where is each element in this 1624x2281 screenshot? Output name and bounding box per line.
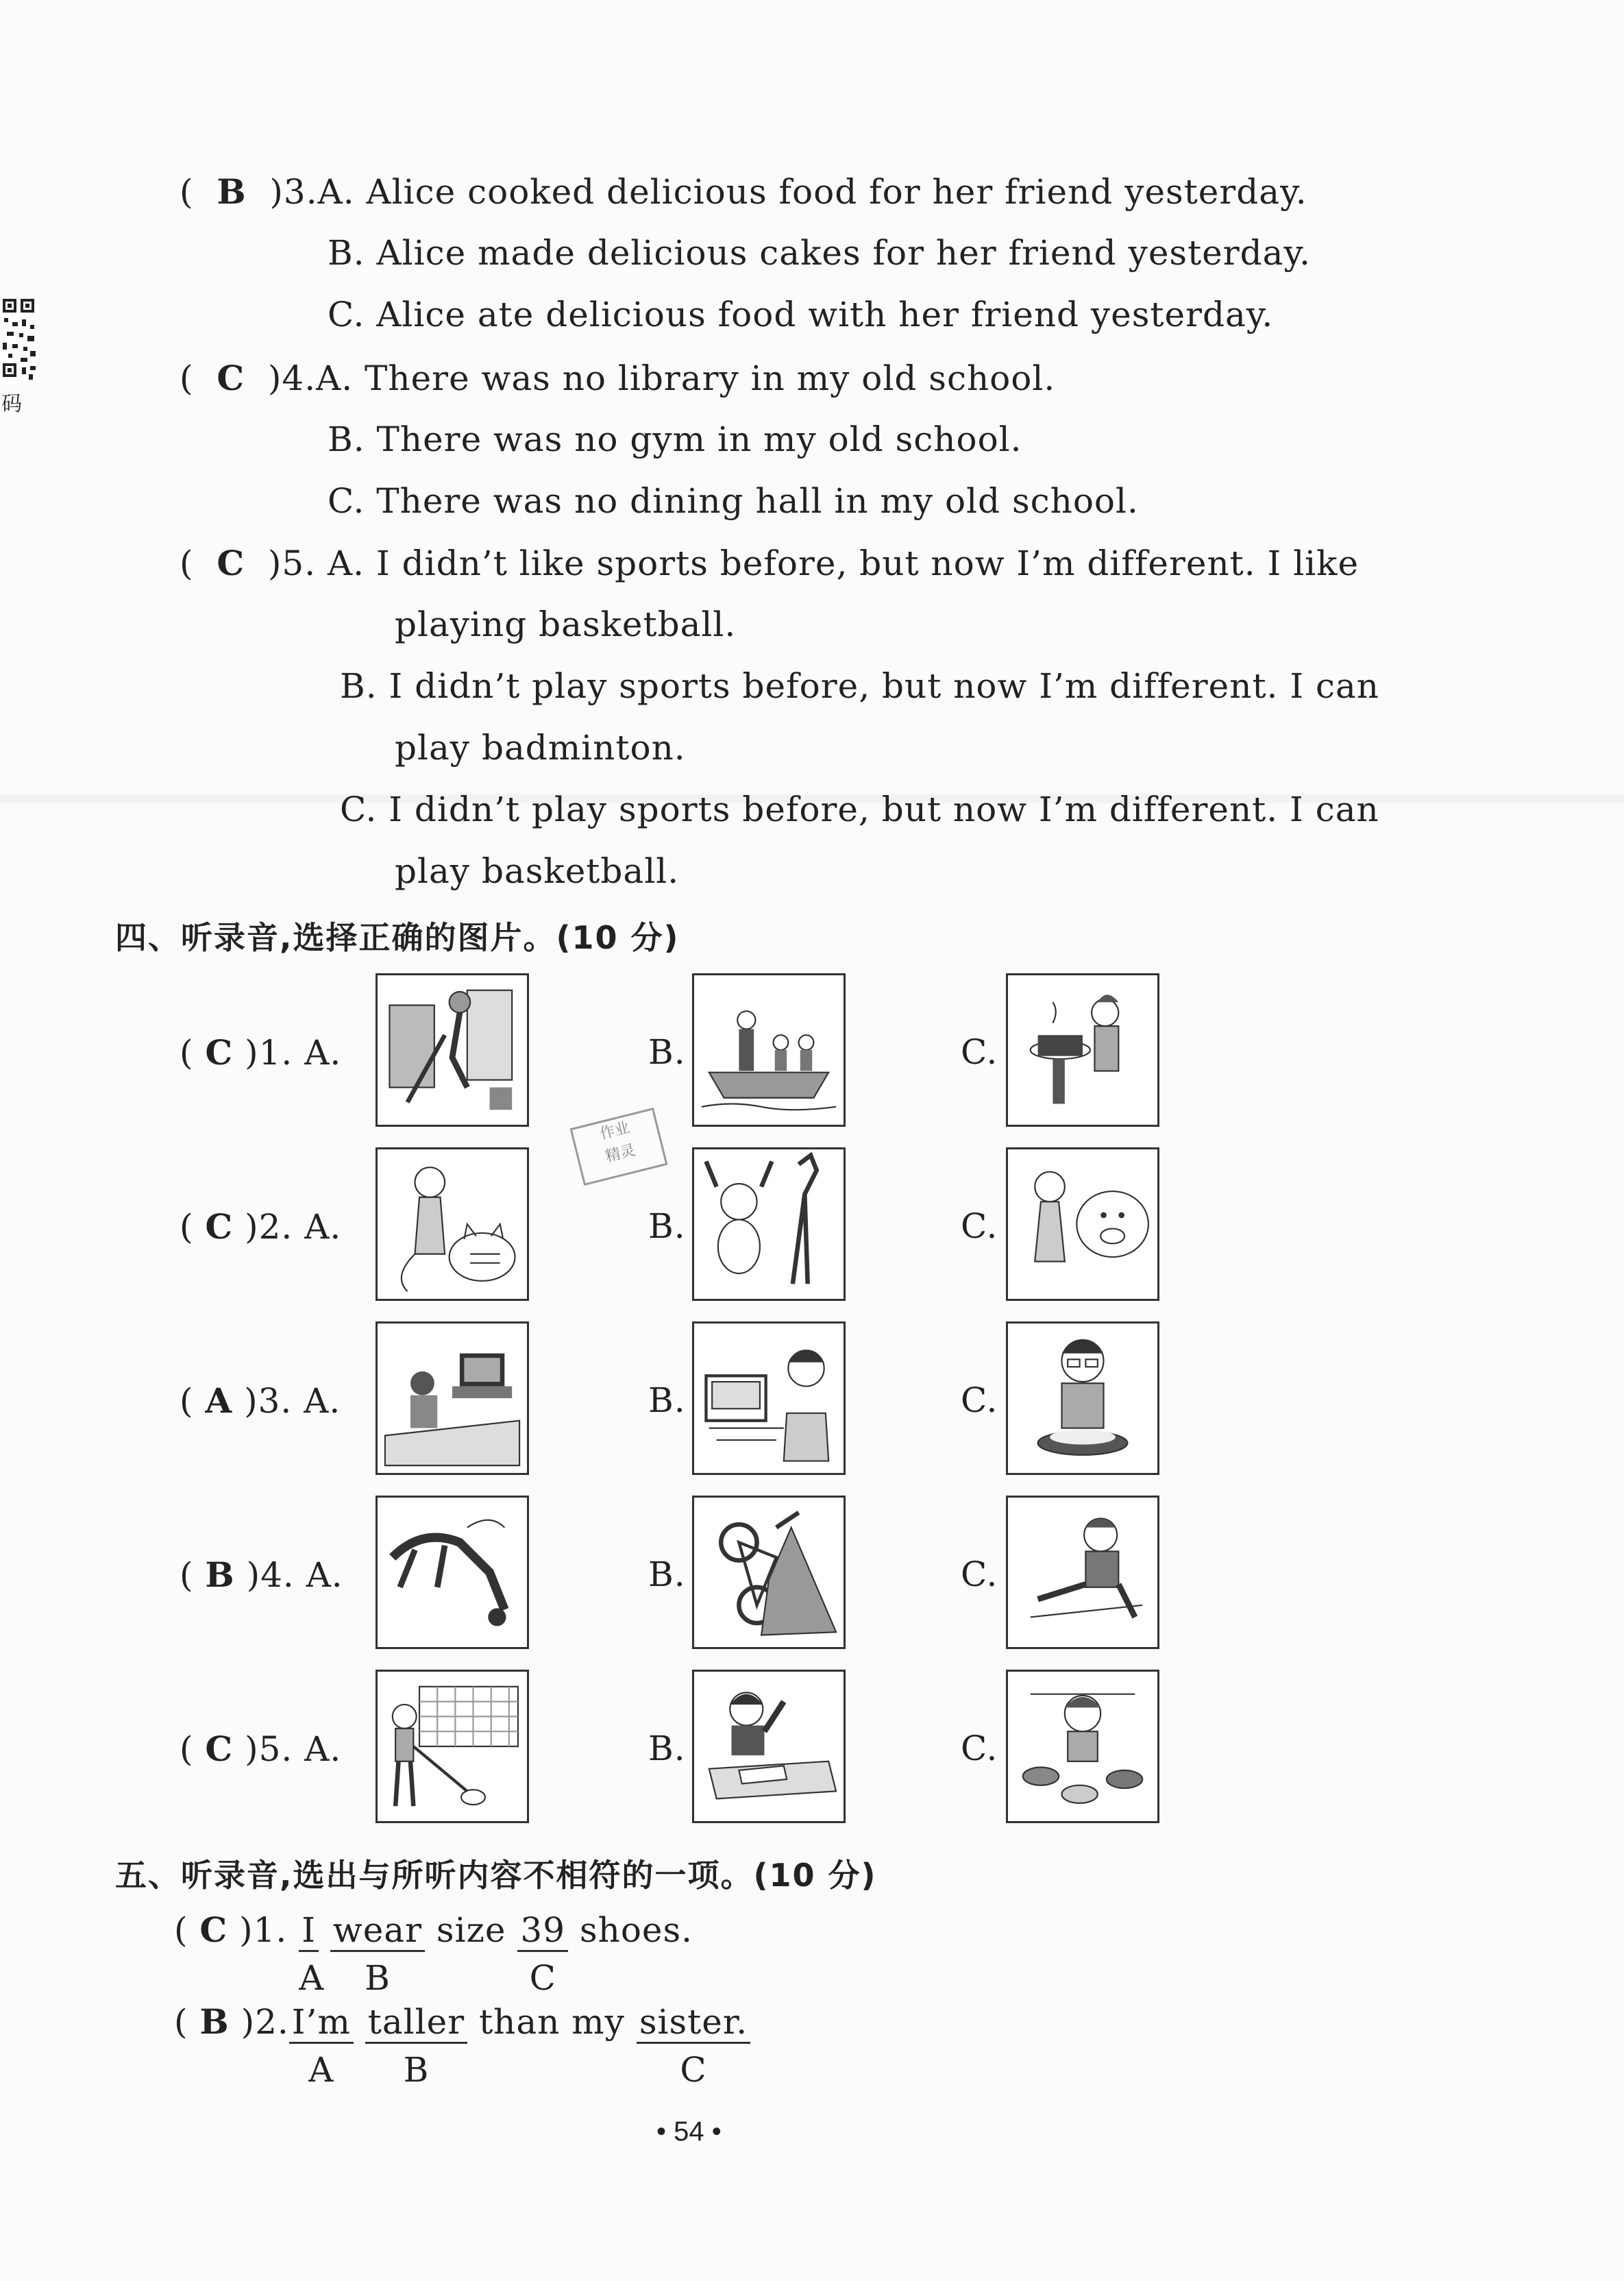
question-4-option-b: B. There was no gym in my old school. [328, 419, 1022, 459]
pic-5a-badminton [376, 1670, 529, 1823]
question-5-line-a: ( C )5. A. I didn’t like sports before, but now I’m different. I like [180, 543, 1360, 583]
pic-q5-label-c: C. [961, 1729, 998, 1768]
pic-1c-cooking [1006, 973, 1159, 1127]
pic-5b-reading [692, 1670, 846, 1823]
s5-answer-2: B [199, 2001, 230, 2042]
s5-question-1: ( C )1. I A wear B size 39 C shoes. [174, 1910, 693, 1998]
question-5-option-b: B. I didn’t play sports before, but now I’m different. I can [340, 666, 1379, 706]
question-3-line-a: ( B )3.A. Alice cooked delicious food for her friend yesterday. [180, 171, 1307, 212]
homework-elf-stamp: 作业 精灵 [569, 1108, 667, 1186]
pic-3b-computer [692, 1321, 846, 1475]
question-3-option-b: B. Alice made delicious cakes for her friend yesterday. [328, 233, 1311, 273]
s5-answer-1: C [199, 1910, 228, 1950]
pic-4a-horse-fall [376, 1496, 529, 1649]
pic-q3-label-b: B. [648, 1380, 686, 1420]
section-5-heading: 五、听录音,选出与所听内容不相符的一项。(10 分) [115, 1857, 877, 1894]
pic-2c-monkey-pig [1006, 1147, 1159, 1301]
pic-q4-label-b: B. [648, 1554, 686, 1594]
pic-q3-label-c: C. [961, 1380, 998, 1420]
pic-q1-label-c: C. [961, 1032, 998, 1072]
pic-q2-label-b: B. [648, 1206, 686, 1246]
pic-question-3: ( A )3. A. [180, 1380, 341, 1421]
answer-q5: C [217, 543, 245, 583]
s5-q1-option-b: wear B [330, 1910, 425, 1952]
pic-question-5: ( C )5. A. [180, 1729, 342, 1769]
pic-4b-bike-crash [692, 1496, 846, 1649]
pic-3c-washing [1006, 1321, 1159, 1475]
pic-question-1: ( C )1. A. [180, 1032, 342, 1073]
pic-q1-label-b: B. [648, 1032, 686, 1072]
qr-label: 码 [1, 392, 22, 416]
question-5-option-c-cont: play basketball. [395, 851, 680, 891]
s5-q1-option-c: 39 C [517, 1910, 568, 1952]
page-number: • 54 • [656, 2117, 722, 2147]
answer-q4: C [217, 358, 245, 398]
question-5-option-a-cont: playing basketball. [395, 605, 737, 644]
s5-q2-option-b: taller B [365, 2002, 467, 2044]
pic-5c-eating [1006, 1670, 1159, 1823]
pic-2a-monkey-cat [376, 1147, 529, 1301]
pic-q2-label-c: C. [961, 1206, 998, 1246]
s5-q2-option-a: I’m A [289, 2002, 354, 2044]
answer-q3: B [217, 171, 247, 212]
pic-q5-label-b: B. [648, 1729, 686, 1768]
pic-2b-monkey-dog [692, 1147, 846, 1301]
pic-q4-label-c: C. [961, 1554, 998, 1594]
pic-1a-cleaning [376, 973, 529, 1127]
section-4-heading: 四、听录音,选择正确的图片。(10 分) [115, 919, 680, 956]
pic-3a-watching-tv [376, 1321, 529, 1475]
pic-question-4: ( B )4. A. [180, 1554, 343, 1595]
s5-q2-option-c: sister. C [637, 2002, 750, 2044]
question-4-option-c: C. There was no dining hall in my old school. [328, 481, 1139, 521]
pic-question-2: ( C )2. A. [180, 1206, 342, 1247]
s5-question-2: ( B )2.I’m A taller B than my sister. C [174, 2001, 750, 2044]
question-5-option-b-cont: play badminton. [395, 728, 686, 768]
pic-1b-boat [692, 973, 846, 1127]
question-5-option-c: C. I didn’t play sports before, but now I’m different. I can [340, 790, 1379, 829]
question-4-line-a: ( C )4.A. There was no library in my old school. [180, 358, 1056, 398]
pic-4c-skating-fall [1006, 1496, 1159, 1649]
question-3-option-c: C. Alice ate delicious food with her friend yesterday. [328, 295, 1274, 334]
qr-code [0, 295, 38, 416]
s5-q1-option-a: I A [299, 1910, 325, 1998]
